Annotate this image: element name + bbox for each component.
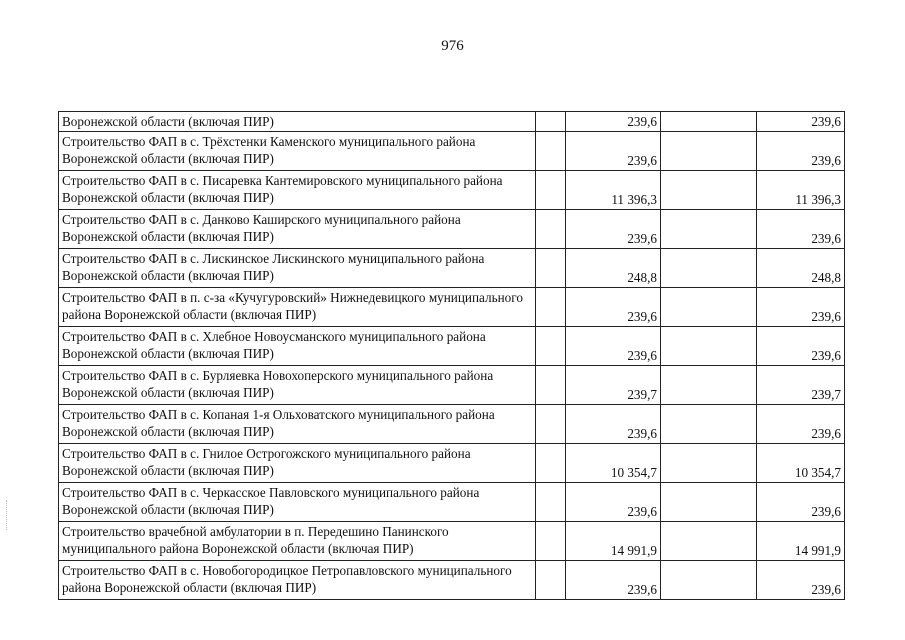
table-row [59, 288, 845, 327]
project-name-cell: Строительство ФАП в с. Писаревка Кантемировского муниципального района Воронежской области (включая ПИР) [59, 171, 536, 210]
project-name-cell: Строительство ФАП в с. Хлебное Новоусманского муниципального района Воронежской области (включая ПИР) [59, 327, 536, 366]
budget-table [58, 111, 845, 600]
margin-scan-mark [6, 500, 9, 530]
empty-cell [536, 483, 566, 522]
amount-total-cell: 239,6 [757, 210, 845, 249]
empty-cell [661, 561, 757, 600]
empty-cell [536, 132, 566, 171]
table-row [59, 561, 845, 600]
empty-cell [536, 522, 566, 561]
empty-cell [661, 171, 757, 210]
amount-total-cell: 248,8 [757, 249, 845, 288]
empty-cell [536, 561, 566, 600]
empty-cell [661, 522, 757, 561]
empty-cell [536, 249, 566, 288]
table-row [59, 522, 845, 561]
empty-cell [661, 210, 757, 249]
amount-total-cell: 14 991,9 [757, 522, 845, 561]
table-row [59, 366, 845, 405]
amount-cell: 239,6 [566, 327, 661, 366]
amount-cell: 14 991,9 [566, 522, 661, 561]
table-row [59, 132, 845, 171]
project-name-cell: Строительство ФАП в с. Трёхстенки Каменского муниципального района Воронежской области (включая ПИР) [59, 132, 536, 171]
empty-cell [661, 288, 757, 327]
project-name-cell: Воронежской области (включая ПИР) [59, 112, 536, 132]
amount-total-cell: 239,7 [757, 366, 845, 405]
table-row [59, 405, 845, 444]
empty-cell [536, 288, 566, 327]
amount-cell: 239,6 [566, 132, 661, 171]
empty-cell [536, 444, 566, 483]
empty-cell [536, 171, 566, 210]
amount-total-cell: 11 396,3 [757, 171, 845, 210]
amount-cell: 11 396,3 [566, 171, 661, 210]
project-name-cell: Строительство ФАП в с. Черкасское Павловского муниципального района Воронежской области (включая ПИР) [59, 483, 536, 522]
amount-total-cell: 239,6 [757, 561, 845, 600]
table-row [59, 112, 845, 132]
empty-cell [536, 112, 566, 132]
empty-cell [661, 327, 757, 366]
table-row [59, 444, 845, 483]
table-row [59, 327, 845, 366]
amount-cell: 248,8 [566, 249, 661, 288]
amount-cell: 10 354,7 [566, 444, 661, 483]
table-row [59, 171, 845, 210]
empty-cell [661, 249, 757, 288]
project-name-cell: Строительство ФАП в с. Новобогородицкое Петропавловского муниципального района Воронежской области (включая ПИР) [59, 561, 536, 600]
amount-cell: 239,6 [566, 405, 661, 444]
amount-total-cell: 239,6 [757, 288, 845, 327]
project-name-cell: Строительство врачебной амбулатории в п. Передешино Панинского муниципального района Воронежской области (включая ПИР) [59, 522, 536, 561]
amount-total-cell: 239,6 [757, 405, 845, 444]
project-name-cell: Строительство ФАП в с. Гнилое Острогожского муниципального района Воронежской области (включая ПИР) [59, 444, 536, 483]
table-row [59, 483, 845, 522]
project-name-cell: Строительство ФАП в с. Копаная 1-я Ольховатского муниципального района Воронежской области (включая ПИР) [59, 405, 536, 444]
amount-total-cell: 239,6 [757, 483, 845, 522]
project-name-cell: Строительство ФАП в с. Лискинское Лискинского муниципального района Воронежской области (включая ПИР) [59, 249, 536, 288]
amount-cell: 239,6 [566, 483, 661, 522]
empty-cell [536, 210, 566, 249]
table-row [59, 249, 845, 288]
empty-cell [661, 112, 757, 132]
empty-cell [661, 132, 757, 171]
project-name-cell: Строительство ФАП в с. Бурляевка Новохоперского муниципального района Воронежской области (включая ПИР) [59, 366, 536, 405]
project-name-cell: Строительство ФАП в с. Данково Каширского муниципального района Воронежской области (включая ПИР) [59, 210, 536, 249]
amount-total-cell: 239,6 [757, 112, 845, 132]
amount-total-cell: 239,6 [757, 132, 845, 171]
empty-cell [661, 366, 757, 405]
empty-cell [661, 444, 757, 483]
amount-cell: 239,7 [566, 366, 661, 405]
empty-cell [536, 366, 566, 405]
table-row [59, 210, 845, 249]
empty-cell [536, 327, 566, 366]
amount-total-cell: 239,6 [757, 327, 845, 366]
table-body [59, 112, 845, 600]
empty-cell [661, 483, 757, 522]
empty-cell [536, 405, 566, 444]
project-name-cell: Строительство ФАП в п. с-за «Кучугуровский» Нижнедевицкого муниципального района Воронежской области (включая ПИР) [59, 288, 536, 327]
amount-total-cell: 10 354,7 [757, 444, 845, 483]
amount-cell: 239,6 [566, 210, 661, 249]
amount-cell: 239,6 [566, 288, 661, 327]
amount-cell: 239,6 [566, 112, 661, 132]
empty-cell [661, 405, 757, 444]
amount-cell: 239,6 [566, 561, 661, 600]
page-number: 976 [441, 38, 464, 54]
